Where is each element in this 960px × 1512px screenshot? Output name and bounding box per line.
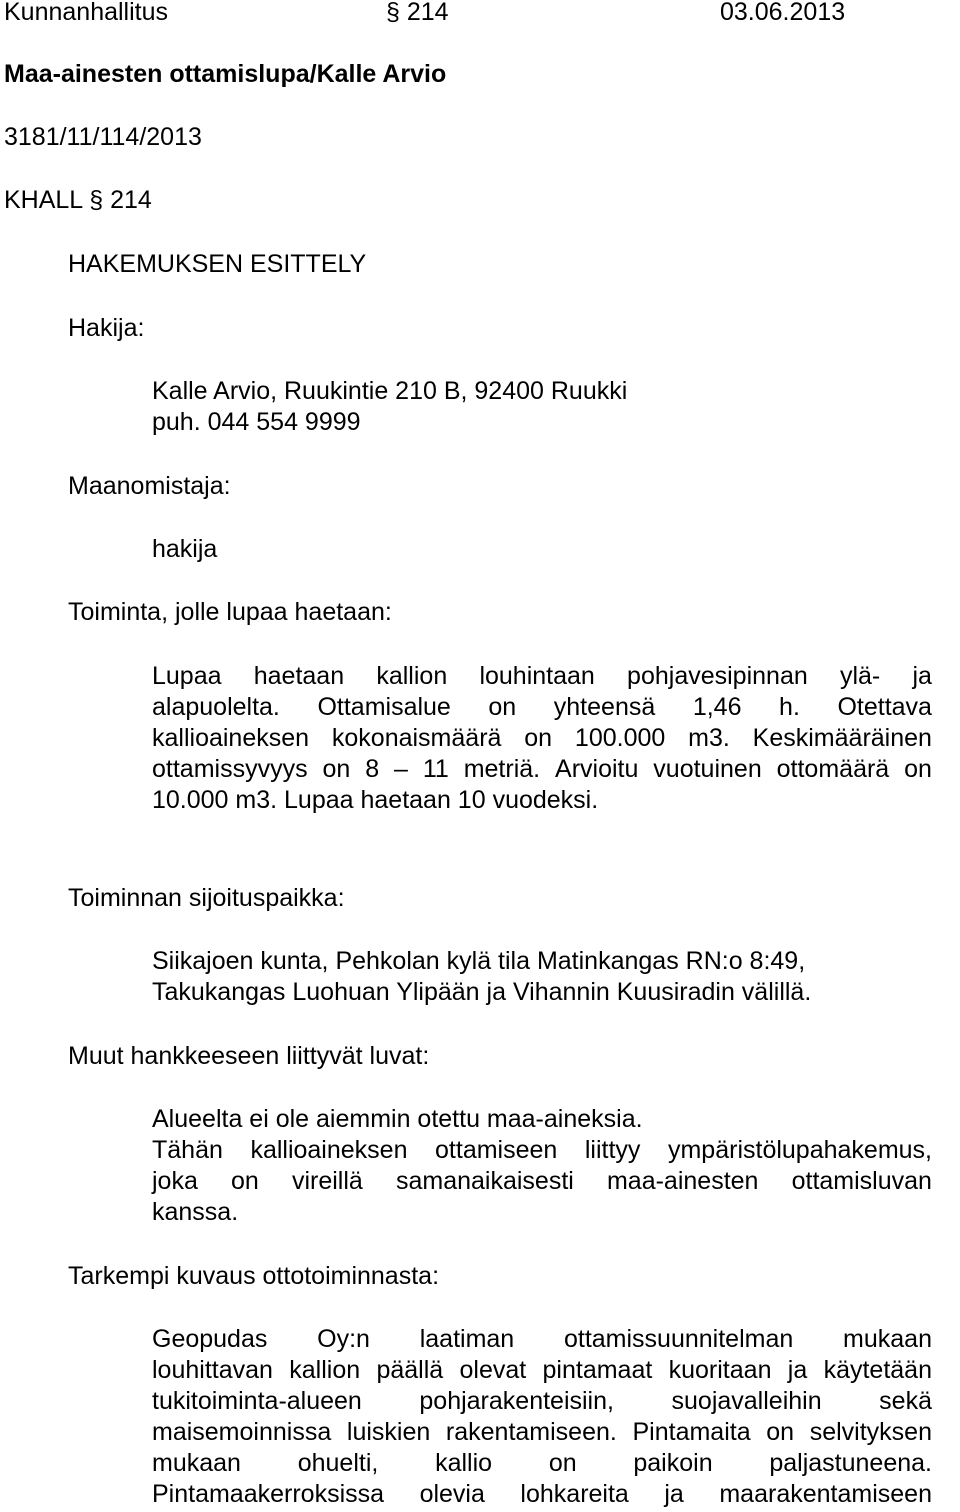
applicant-line: puh. 044 554 9999 bbox=[152, 408, 361, 436]
details-line: tukitoiminta-alueen pohjarakenteisiin, suojavalleihin sekä bbox=[152, 1387, 932, 1415]
other-permits-line: kanssa. bbox=[152, 1198, 239, 1226]
other-permits-label: Muut hankkeeseen liittyvät luvat: bbox=[68, 1042, 430, 1070]
activity-line: Lupaa haetaan kallion louhintaan pohjavesipinnan ylä- ja bbox=[152, 662, 932, 690]
document-title: Maa-ainesten ottamislupa/Kalle Arvio bbox=[4, 60, 447, 88]
applicant-line: Kalle Arvio, Ruukintie 210 B, 92400 Ruukki bbox=[152, 377, 628, 405]
header-org: Kunnanhallitus bbox=[4, 0, 169, 26]
details-line: mukaan ohuelti, kallio on paikoin paljastuneena. bbox=[152, 1449, 932, 1477]
other-permits-line: Alueelta ei ole aiemmin otettu maa-aineksia. bbox=[152, 1105, 643, 1133]
details-line: louhittavan kallion päällä olevat pintamaat kuoritaan ja käytetään bbox=[152, 1356, 932, 1384]
activity-label: Toiminta, jolle lupaa haetaan: bbox=[68, 598, 392, 626]
landowner-label: Maanomistaja: bbox=[68, 472, 231, 500]
khall-section: KHALL § 214 bbox=[4, 186, 152, 214]
activity-line: ottamissyvyys on 8 – 11 metriä. Arvioitu vuotuinen ottomäärä on bbox=[152, 755, 932, 783]
other-permits-line: joka on vireillä samanaikaisesti maa-ainesten ottamisluvan bbox=[152, 1167, 932, 1195]
location-line: Takukangas Luohuan Ylipään ja Vihannin Kuusiradin välillä. bbox=[152, 978, 812, 1006]
section-heading: HAKEMUKSEN ESITTELY bbox=[68, 250, 367, 278]
location-label: Toiminnan sijoituspaikka: bbox=[68, 884, 345, 912]
activity-line: kallioaineksen kokonaismäärä on 100.000 m3. Keskimääräinen bbox=[152, 724, 932, 752]
details-line: Geopudas Oy:n laatiman ottamissuunnitelman mukaan bbox=[152, 1325, 932, 1353]
details-line: maisemoinnissa luiskien rakentamiseen. Pintamaita on selvityksen bbox=[152, 1418, 932, 1446]
activity-line: alapuolelta. Ottamisalue on yhteensä 1,46 h. Otettava bbox=[152, 693, 932, 721]
landowner-value: hakija bbox=[152, 535, 218, 563]
details-line: Pintamaakerroksissa olevia lohkareita ja maarakentamiseen bbox=[152, 1480, 932, 1508]
activity-line: 10.000 m3. Lupaa haetaan 10 vuodeksi. bbox=[152, 786, 599, 814]
other-permits-line: Tähän kallioaineksen ottamiseen liittyy ympäristölupahakemus, bbox=[152, 1136, 932, 1164]
applicant-label: Hakija: bbox=[68, 314, 145, 342]
details-label: Tarkempi kuvaus ottotoiminnasta: bbox=[68, 1262, 440, 1290]
header-date: 03.06.2013 bbox=[720, 0, 846, 26]
location-line: Siikajoen kunta, Pehkolan kylä tila Matinkangas RN:o 8:49, bbox=[152, 947, 806, 975]
header-section: § 214 bbox=[386, 0, 449, 26]
record-number: 3181/11/114/2013 bbox=[4, 123, 202, 151]
